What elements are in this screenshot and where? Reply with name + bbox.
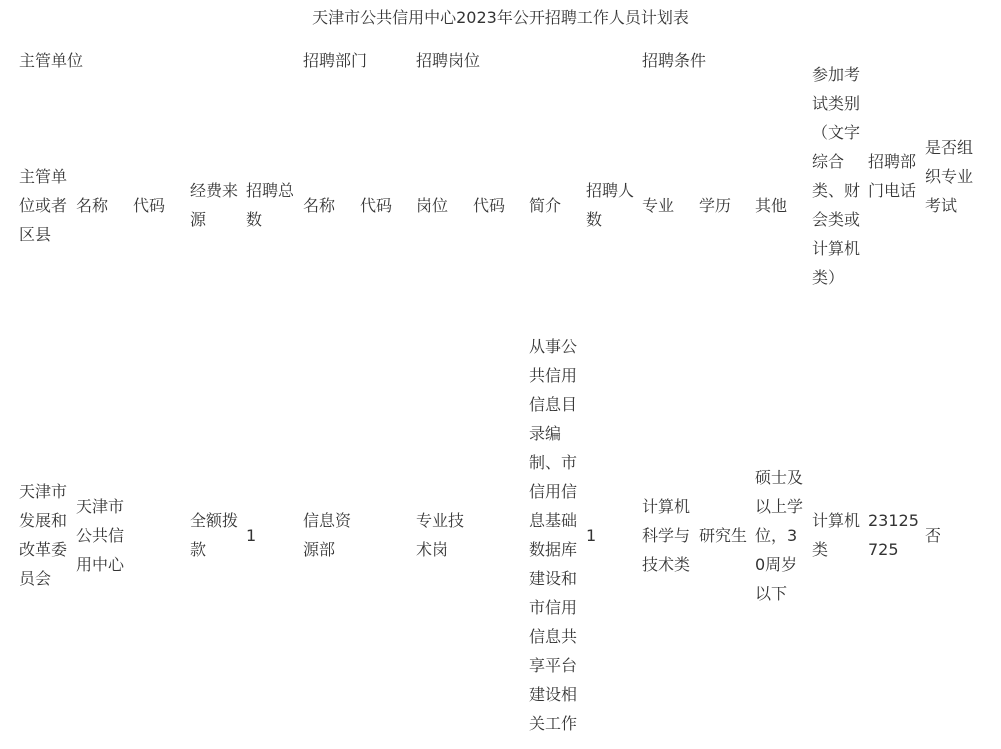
cell-professional-exam: 否 [925,525,942,545]
header-funding-source: 经费来源 [190,181,239,229]
cell-unit-name: 天津市公共信用中心 [76,496,125,574]
cell-total-hires: 1 [246,525,257,545]
header-supervisor-unit: 主管单位或者区县 [19,166,68,244]
header-education: 学历 [699,195,732,215]
cell-education: 研究生 [699,525,748,545]
header-other: 其他 [755,195,788,215]
page-title: 天津市公共信用中心2023年公开招聘工作人员计划表 [312,8,689,27]
cell-exam-type: 计算机类 [812,511,861,559]
header-unit-name: 名称 [76,195,109,215]
header-intro: 简介 [529,195,562,215]
header-conditions: 招聘条件 [642,50,707,70]
cell-funding-source: 全额拨款 [190,511,239,559]
header-total-hires: 招聘总数 [246,181,295,229]
header-supervisor: 主管单位 [19,50,84,70]
cell-hire-count: 1 [586,525,597,545]
cell-major: 计算机科学与技术类 [642,496,691,574]
group-header-row [14,31,976,89]
cell-dept-code [355,321,411,749]
cell-other: 硕士及以上学位，30周岁以下 [755,467,804,603]
header-department: 招聘部门 [303,50,368,70]
header-major: 专业 [642,195,675,215]
header-hire-count: 招聘人数 [586,181,635,229]
table-row [14,321,976,749]
header-exam-type: 参加考试类别（文字综合类、财会类或计算机类） [812,65,861,287]
cell-post-code [468,321,524,749]
header-dept-code: 代码 [360,195,393,215]
header-professional-exam: 是否组织专业考试 [925,137,974,215]
header-position: 招聘岗位 [416,50,481,70]
header-post-code: 代码 [473,195,506,215]
cell-unit-code [128,321,185,749]
recruitment-plan-table [14,31,976,749]
cell-post: 专业技术岗 [416,511,465,559]
cell-supervisor-unit: 天津市发展和改革委员会 [19,482,68,588]
cell-phone: 23125725 [868,511,919,559]
header-phone: 招聘部门电话 [868,152,917,200]
header-unit-code: 代码 [133,195,166,215]
header-post: 岗位 [416,195,449,215]
cell-intro: 从事公共信用信息目录编制、市信用信息基础数据库建设和市信用信息共享平台建设相关工作 [529,337,578,733]
cell-dept-name: 信息资源部 [303,511,352,559]
header-dept-name: 名称 [303,195,336,215]
